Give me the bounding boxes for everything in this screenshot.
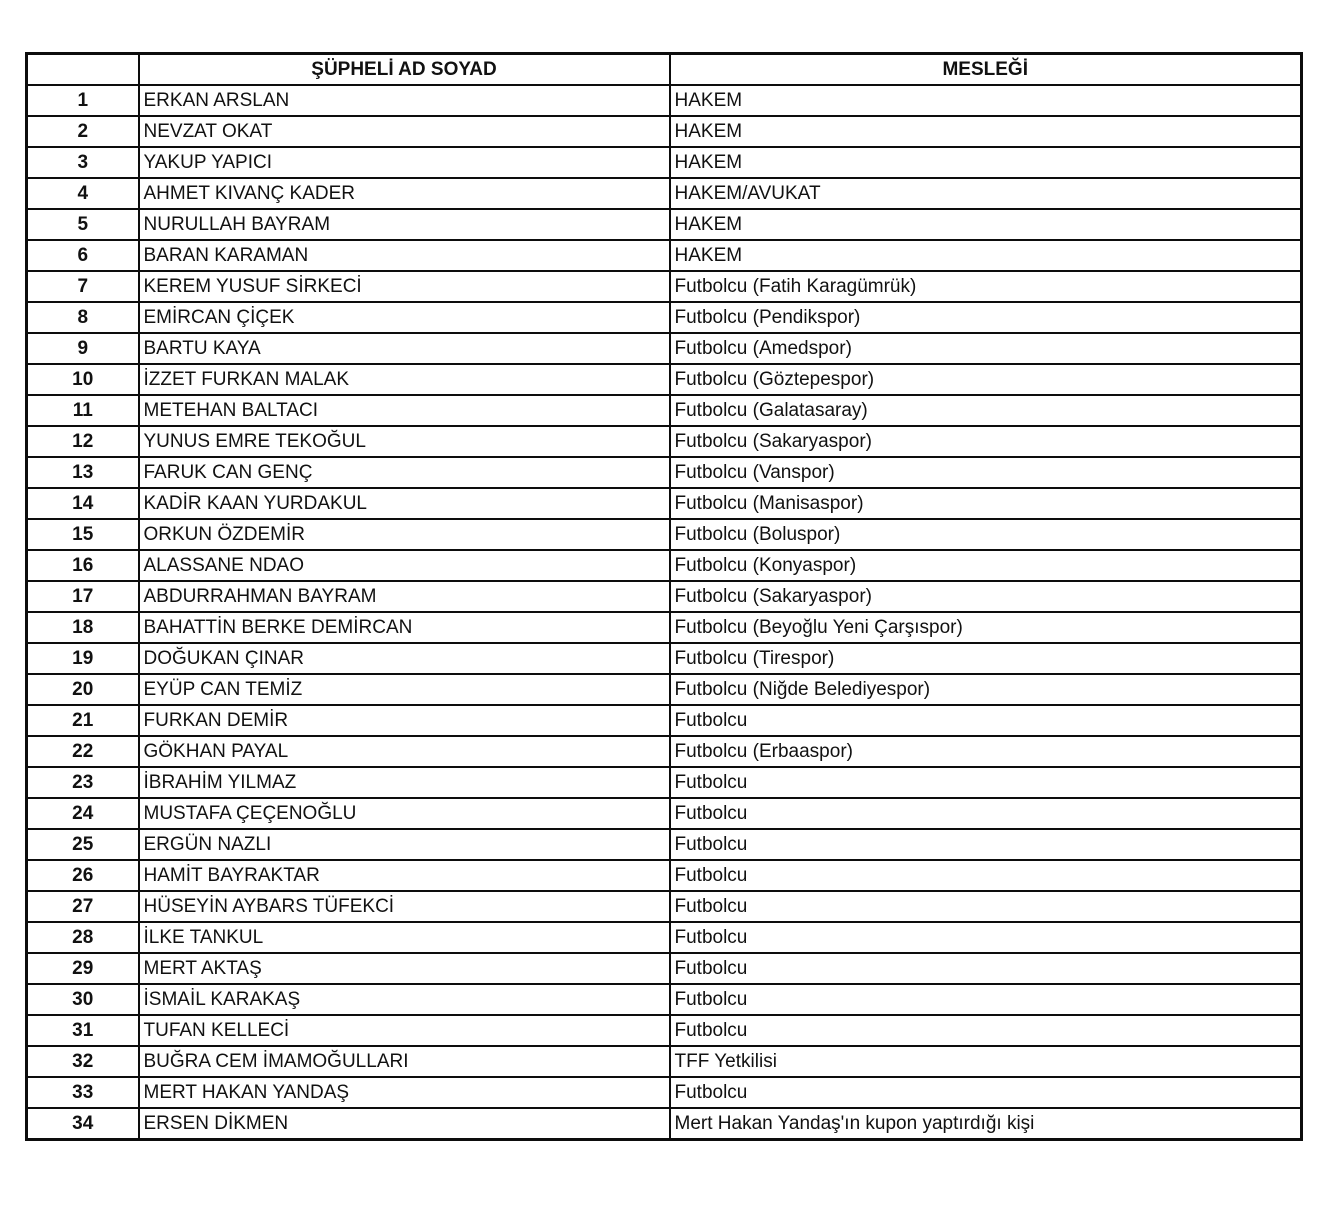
suspect-name: FURKAN DEMİR xyxy=(139,705,670,736)
suspect-profession: Futbolcu (Tirespor) xyxy=(670,643,1302,674)
suspect-name: ERGÜN NAZLI xyxy=(139,829,670,860)
suspect-profession: Futbolcu (Boluspor) xyxy=(670,519,1302,550)
table-row xyxy=(27,798,1302,829)
row-number: 21 xyxy=(27,705,139,736)
suspect-name: NEVZAT OKAT xyxy=(139,116,670,147)
suspect-name: KEREM YUSUF SİRKECİ xyxy=(139,271,670,302)
suspect-profession: Futbolcu (Sakaryaspor) xyxy=(670,426,1302,457)
suspect-profession: HAKEM xyxy=(670,85,1302,116)
suspect-profession: Futbolcu xyxy=(670,705,1302,736)
table-body xyxy=(27,85,1302,1140)
suspect-name: BARTU KAYA xyxy=(139,333,670,364)
row-number: 22 xyxy=(27,736,139,767)
row-number: 12 xyxy=(27,426,139,457)
suspect-name: GÖKHAN PAYAL xyxy=(139,736,670,767)
suspect-profession: Futbolcu (Beyoğlu Yeni Çarşıspor) xyxy=(670,612,1302,643)
table-row xyxy=(27,209,1302,240)
suspect-name: YAKUP YAPICI xyxy=(139,147,670,178)
suspect-profession: Futbolcu (Galatasaray) xyxy=(670,395,1302,426)
row-number: 20 xyxy=(27,674,139,705)
suspect-name: HAMİT BAYRAKTAR xyxy=(139,860,670,891)
suspect-name: NURULLAH BAYRAM xyxy=(139,209,670,240)
suspect-profession: HAKEM xyxy=(670,209,1302,240)
suspect-profession: HAKEM xyxy=(670,147,1302,178)
table-row xyxy=(27,333,1302,364)
suspect-profession: Futbolcu xyxy=(670,829,1302,860)
suspect-profession: TFF Yetkilisi xyxy=(670,1046,1302,1077)
table-row xyxy=(27,736,1302,767)
header-profession: MESLEĞİ xyxy=(670,54,1302,86)
row-number: 31 xyxy=(27,1015,139,1046)
row-number: 10 xyxy=(27,364,139,395)
table-row xyxy=(27,612,1302,643)
row-number: 28 xyxy=(27,922,139,953)
table-row xyxy=(27,116,1302,147)
row-number: 11 xyxy=(27,395,139,426)
table-row xyxy=(27,85,1302,116)
table-row xyxy=(27,550,1302,581)
table-row xyxy=(27,767,1302,798)
table-row xyxy=(27,922,1302,953)
table-row xyxy=(27,147,1302,178)
suspect-profession: Futbolcu xyxy=(670,1015,1302,1046)
row-number: 25 xyxy=(27,829,139,860)
suspect-name: İZZET FURKAN MALAK xyxy=(139,364,670,395)
suspect-profession: Futbolcu (Sakaryaspor) xyxy=(670,581,1302,612)
suspect-name: BAHATTİN BERKE DEMİRCAN xyxy=(139,612,670,643)
suspect-profession: Futbolcu (Göztepespor) xyxy=(670,364,1302,395)
row-number: 3 xyxy=(27,147,139,178)
suspect-table xyxy=(25,52,1303,1141)
suspect-profession: Futbolcu (Fatih Karagümrük) xyxy=(670,271,1302,302)
header-row xyxy=(27,54,1302,86)
row-number: 16 xyxy=(27,550,139,581)
suspect-profession: Futbolcu (Vanspor) xyxy=(670,457,1302,488)
row-number: 4 xyxy=(27,178,139,209)
suspect-profession: Futbolcu xyxy=(670,891,1302,922)
row-number: 1 xyxy=(27,85,139,116)
table-row xyxy=(27,240,1302,271)
suspect-profession: Futbolcu xyxy=(670,953,1302,984)
suspect-name: ABDURRAHMAN BAYRAM xyxy=(139,581,670,612)
table-row xyxy=(27,705,1302,736)
row-number: 13 xyxy=(27,457,139,488)
suspect-profession: Futbolcu xyxy=(670,798,1302,829)
table-row xyxy=(27,488,1302,519)
suspect-name: MERT HAKAN YANDAŞ xyxy=(139,1077,670,1108)
suspect-profession: Futbolcu (Konyaspor) xyxy=(670,550,1302,581)
table-row xyxy=(27,395,1302,426)
row-number: 33 xyxy=(27,1077,139,1108)
table-row xyxy=(27,643,1302,674)
row-number: 14 xyxy=(27,488,139,519)
suspect-profession: Futbolcu (Pendikspor) xyxy=(670,302,1302,333)
row-number: 29 xyxy=(27,953,139,984)
table-row xyxy=(27,364,1302,395)
suspect-name: ALASSANE NDAO xyxy=(139,550,670,581)
table-row xyxy=(27,891,1302,922)
suspect-name: MERT AKTAŞ xyxy=(139,953,670,984)
suspect-name: EYÜP CAN TEMİZ xyxy=(139,674,670,705)
row-number: 23 xyxy=(27,767,139,798)
row-number: 19 xyxy=(27,643,139,674)
row-number: 24 xyxy=(27,798,139,829)
table-row xyxy=(27,829,1302,860)
row-number: 2 xyxy=(27,116,139,147)
table-row xyxy=(27,302,1302,333)
suspect-name: MUSTAFA ÇEÇENOĞLU xyxy=(139,798,670,829)
suspect-profession: Futbolcu (Amedspor) xyxy=(670,333,1302,364)
table-row xyxy=(27,581,1302,612)
table-row xyxy=(27,1108,1302,1140)
suspect-profession: Futbolcu (Manisaspor) xyxy=(670,488,1302,519)
suspect-name: İSMAİL KARAKAŞ xyxy=(139,984,670,1015)
suspect-profession: HAKEM xyxy=(670,116,1302,147)
suspect-profession: Futbolcu xyxy=(670,860,1302,891)
row-number: 32 xyxy=(27,1046,139,1077)
row-number: 26 xyxy=(27,860,139,891)
table-row xyxy=(27,271,1302,302)
suspect-profession: Futbolcu xyxy=(670,984,1302,1015)
header-number xyxy=(27,54,139,86)
suspect-name: DOĞUKAN ÇINAR xyxy=(139,643,670,674)
table-row xyxy=(27,1046,1302,1077)
suspect-name: İLKE TANKUL xyxy=(139,922,670,953)
table-row xyxy=(27,519,1302,550)
suspect-name: EMİRCAN ÇİÇEK xyxy=(139,302,670,333)
table-row xyxy=(27,860,1302,891)
suspect-profession: Futbolcu xyxy=(670,767,1302,798)
header-name: ŞÜPHELİ AD SOYAD xyxy=(139,54,670,86)
table-row xyxy=(27,457,1302,488)
row-number: 17 xyxy=(27,581,139,612)
table-row xyxy=(27,1015,1302,1046)
table-row xyxy=(27,984,1302,1015)
row-number: 18 xyxy=(27,612,139,643)
suspect-profession: Futbolcu (Niğde Belediyespor) xyxy=(670,674,1302,705)
suspect-profession: HAKEM/AVUKAT xyxy=(670,178,1302,209)
suspect-name: HÜSEYİN AYBARS TÜFEKCİ xyxy=(139,891,670,922)
row-number: 30 xyxy=(27,984,139,1015)
table-row xyxy=(27,426,1302,457)
suspect-profession: Mert Hakan Yandaş'ın kupon yaptırdığı kişi xyxy=(670,1108,1302,1140)
suspect-name: ERSEN DİKMEN xyxy=(139,1108,670,1140)
row-number: 5 xyxy=(27,209,139,240)
suspect-name: FARUK CAN GENÇ xyxy=(139,457,670,488)
row-number: 9 xyxy=(27,333,139,364)
table-row xyxy=(27,1077,1302,1108)
suspect-name: AHMET KIVANÇ KADER xyxy=(139,178,670,209)
suspect-profession: Futbolcu xyxy=(670,1077,1302,1108)
suspect-profession: Futbolcu xyxy=(670,922,1302,953)
table-row xyxy=(27,178,1302,209)
table-row xyxy=(27,674,1302,705)
table-row xyxy=(27,953,1302,984)
suspect-profession: Futbolcu (Erbaaspor) xyxy=(670,736,1302,767)
suspect-name: KADİR KAAN YURDAKUL xyxy=(139,488,670,519)
suspect-name: İBRAHİM YILMAZ xyxy=(139,767,670,798)
row-number: 6 xyxy=(27,240,139,271)
row-number: 15 xyxy=(27,519,139,550)
row-number: 7 xyxy=(27,271,139,302)
suspect-name: TUFAN KELLECİ xyxy=(139,1015,670,1046)
suspect-name: BARAN KARAMAN xyxy=(139,240,670,271)
suspect-name: YUNUS EMRE TEKOĞUL xyxy=(139,426,670,457)
suspect-name: ORKUN ÖZDEMİR xyxy=(139,519,670,550)
row-number: 34 xyxy=(27,1108,139,1140)
suspect-name: BUĞRA CEM İMAMOĞULLARI xyxy=(139,1046,670,1077)
row-number: 27 xyxy=(27,891,139,922)
row-number: 8 xyxy=(27,302,139,333)
suspect-profession: HAKEM xyxy=(670,240,1302,271)
suspect-name: ERKAN ARSLAN xyxy=(139,85,670,116)
suspect-name: METEHAN BALTACI xyxy=(139,395,670,426)
